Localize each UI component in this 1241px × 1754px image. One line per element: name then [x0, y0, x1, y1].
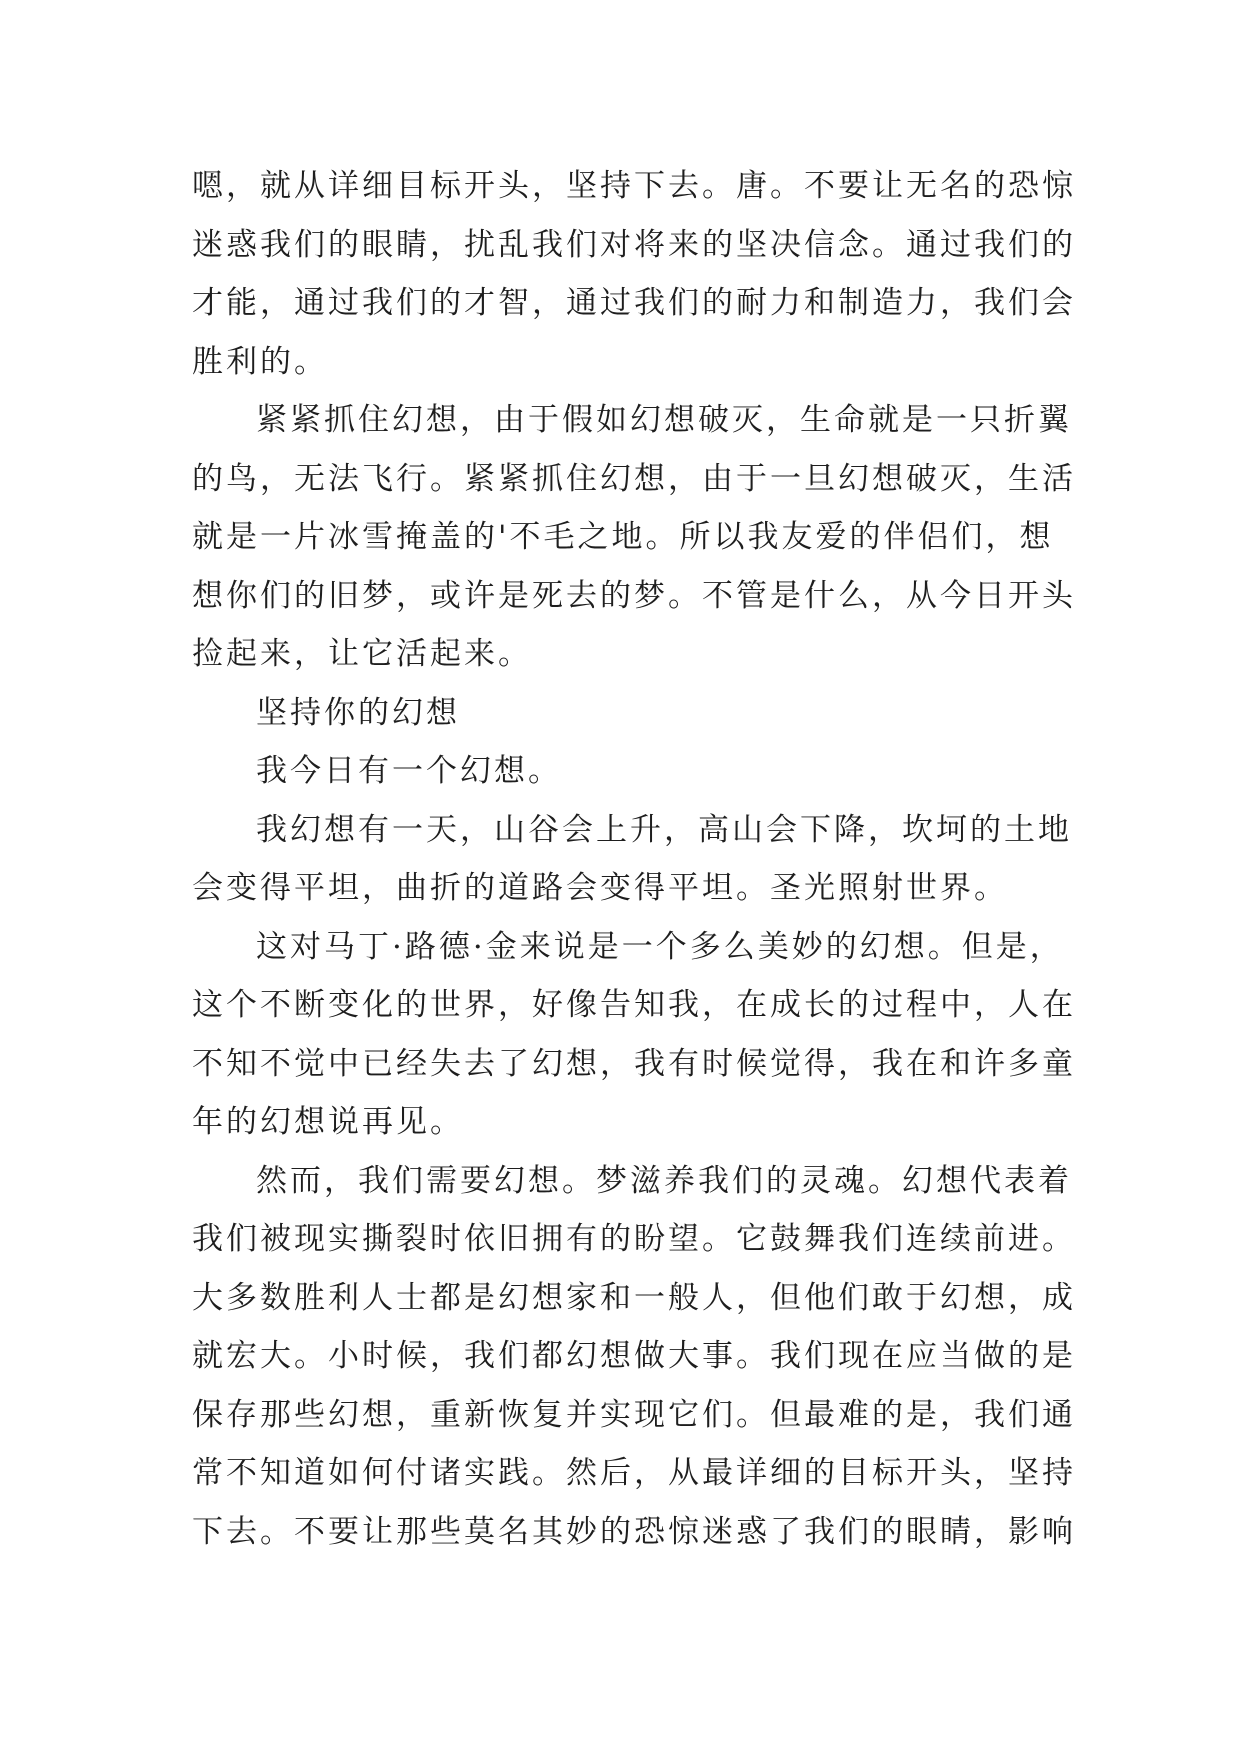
- paragraph-first-line: 我幻想有一天，山谷会上升，高山会下降，坎坷的土地: [256, 811, 1072, 848]
- text-line: 的鸟，无法飞行。紧紧抓住幻想，由于一旦幻想破灭，生活: [192, 460, 1076, 497]
- text-line: 捡起来，让它活起来。: [192, 636, 532, 672]
- text-line: 我们被现实撕裂时依旧拥有的盼望。它鼓舞我们连续前进。: [192, 1221, 1076, 1257]
- text-line: 胜利的。: [192, 343, 328, 380]
- text-line: 才能，通过我们的才智，通过我们的耐力和制造力，我们会: [192, 285, 1076, 321]
- text-line: 大多数胜利人士都是幻想家和一般人，但他们敢于幻想，成: [192, 1279, 1076, 1316]
- section-heading: 坚持你的幻想: [256, 694, 460, 731]
- text-line: 不知不觉中已经失去了幻想，我有时候觉得，我在和许多童: [192, 1045, 1076, 1082]
- paragraph-first-line: 紧紧抓住幻想，由于假如幻想破灭，生命就是一只折翼: [256, 402, 1072, 438]
- paragraph-first-line: 我今日有一个幻想。: [256, 753, 562, 789]
- body-text: [192, 157, 1076, 1561]
- text-line: 保存那些幻想，重新恢复并实现它们。但最难的是，我们通: [192, 1396, 1076, 1433]
- text-line: 下去。不要让那些莫名其妙的恐惊迷惑了我们的眼睛，影响: [192, 1513, 1076, 1550]
- text-line: 这个不断变化的世界，好像告知我，在成长的过程中，人在: [192, 987, 1076, 1023]
- text-line: 就是一片冰雪掩盖的'不毛之地。所以我友爱的伴侣们，想: [192, 519, 1054, 555]
- text-line: 常不知道如何付诸实践。然后，从最详细的目标开头，坚持: [192, 1455, 1076, 1491]
- text-line: 嗯，就从详细目标开头，坚持下去。唐。不要让无名的恐惊: [192, 168, 1076, 204]
- paragraph-first-line: 然而，我们需要幻想。梦滋养我们的灵魂。幻想代表着: [256, 1162, 1072, 1199]
- text-line: 就宏大。小时候，我们都幻想做大事。我们现在应当做的是: [192, 1338, 1076, 1374]
- text-line: 年的幻想说再见。: [192, 1104, 464, 1140]
- paragraph-first-line: 这对马丁·路德·金来说是一个多么美妙的幻想。但是，: [256, 928, 1064, 965]
- text-line: 迷惑我们的眼睛，扰乱我们对将来的坚决信念。通过我们的: [192, 226, 1076, 263]
- text-line: 想你们的旧梦，或许是死去的梦。不管是什么，从今日开头: [192, 577, 1076, 614]
- text-line: 会变得平坦，曲折的道路会变得平坦。圣光照射世界。: [192, 870, 1008, 906]
